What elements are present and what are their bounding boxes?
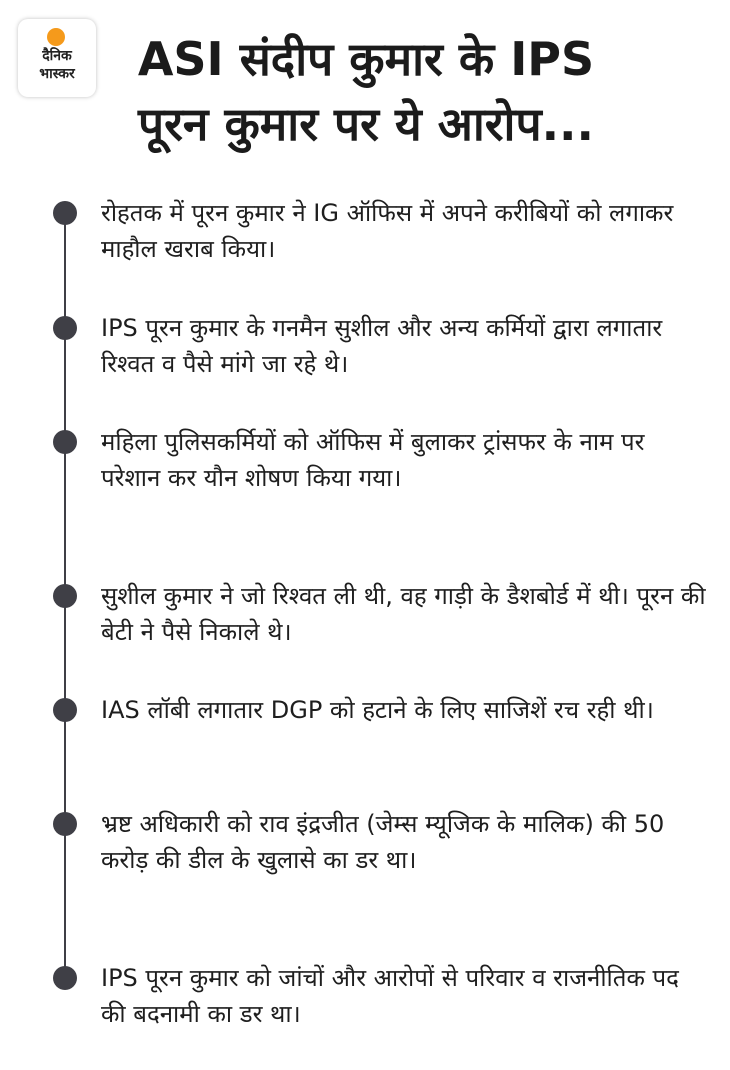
sun-icon (47, 28, 65, 46)
allegation-item-4: सुशील कुमार ने जो रिश्वत ली थी, वह गाड़ी के डैशबोर्ड में थी। पूरन की बेटी ने पैसे निकाले थे। (101, 582, 706, 646)
logo-text-line2: भास्कर (39, 66, 75, 82)
allegation-item-6: भ्रष्ट अधिकारी को राव इंद्रजीत (जेम्स म्यूजिक के मालिक) की 50 करोड़ की डील के खुलासे का डर था। (101, 810, 665, 874)
bullet-dot-5 (53, 698, 77, 722)
bullet-dot-2 (53, 316, 77, 340)
dainik-bhaskar-logo (18, 19, 96, 97)
allegation-item-2: IPS पूरन कुमार के गनमैन सुशील और अन्य कर्मियों द्वारा लगातार रिश्वत व पैसे मांगे जा रहे थे। (101, 314, 663, 378)
headline-line1: ASI संदीप कुमार के IPS (137, 32, 595, 86)
allegation-item-5: IAS लॉबी लगातार DGP को हटाने के लिए साजिशें रच रही थी। (101, 696, 654, 724)
bullet-dot-3 (53, 430, 77, 454)
bullet-dot-4 (53, 584, 77, 608)
bullet-dot-7 (53, 966, 77, 990)
headline-line2: पूरन कुमार पर ये आरोप... (137, 97, 594, 151)
bullet-dot-1 (53, 201, 77, 225)
allegation-item-7: IPS पूरन कुमार को जांचों और आरोपों से परिवार व राजनीतिक पद की बदनामी का डर था। (101, 964, 679, 1028)
allegation-item-1: रोहतक में पूरन कुमार ने IG ऑफिस में अपने करीबियों को लगाकर माहौल खराब किया। (101, 199, 674, 263)
bullet-dot-6 (53, 812, 77, 836)
logo-text-line1: दैनिक (42, 48, 72, 64)
allegation-item-3: महिला पुलिसकर्मियों को ऑफिस में बुलाकर ट्रांसफर के नाम पर परेशान कर यौन शोषण किया गया। (101, 428, 645, 492)
